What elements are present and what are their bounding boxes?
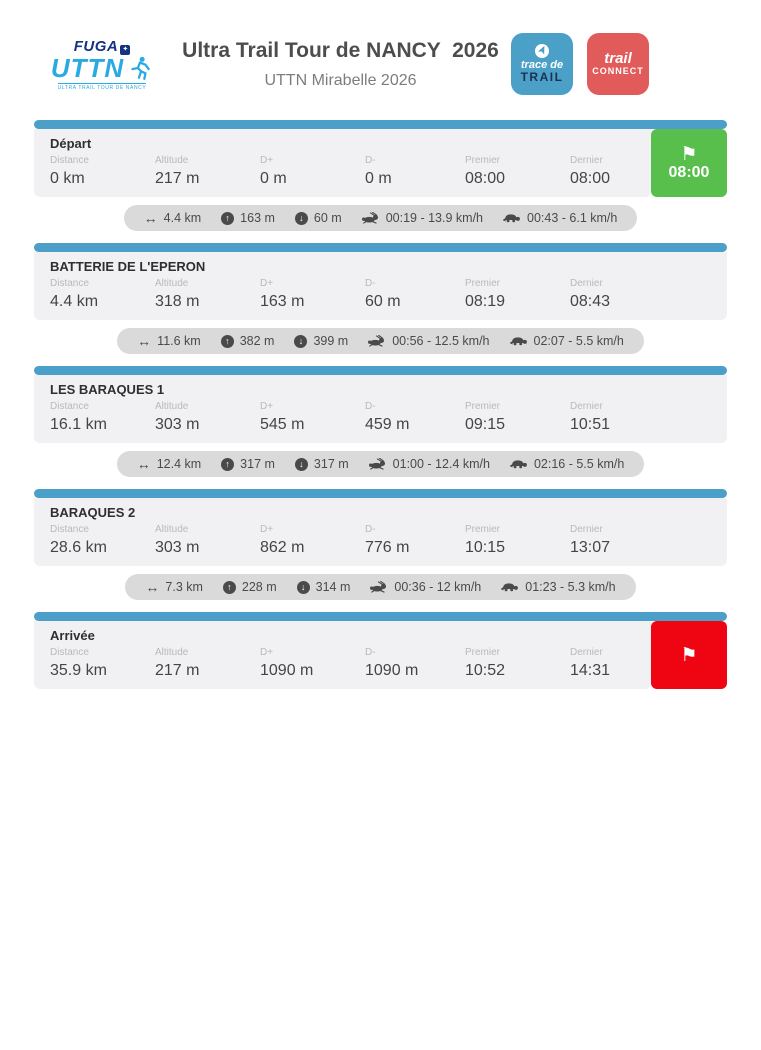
checkpoint-card-baraques2	[34, 489, 727, 566]
segment-distance: 12.4 km	[156, 457, 202, 471]
col-label-altitude: Altitude	[155, 278, 189, 289]
checkpoint-name: BARAQUES 2	[50, 505, 136, 520]
dminus-value: 60 m	[365, 293, 401, 310]
dplus-value: 0 m	[260, 170, 287, 187]
premier-value: 10:52	[465, 662, 506, 679]
card-top-bar	[34, 366, 727, 375]
col-label-altitude: Altitude	[155, 647, 189, 658]
premier-value: 10:15	[465, 539, 506, 556]
distance-value: 4.4 km	[50, 293, 99, 310]
uttn-logo-tagline: ULTRA TRAIL TOUR DE NANCY	[57, 84, 147, 91]
col-label-dplus: D+	[260, 155, 274, 166]
checkpoint-card-batterie	[34, 243, 727, 320]
dminus-value: 776 m	[365, 539, 410, 556]
distance-value: 35.9 km	[50, 662, 107, 679]
start-flag-badge	[651, 129, 727, 197]
segment-pill	[125, 574, 635, 600]
dplus-value: 1090 m	[260, 662, 314, 679]
dernier-value: 08:43	[570, 293, 611, 310]
col-label-dernier: Dernier	[570, 401, 603, 412]
segment-loss: 314 m	[315, 580, 351, 594]
dernier-value: 14:31	[570, 662, 611, 679]
checkpoint-name: BATTERIE DE L'EPERON	[50, 259, 206, 274]
start-flag-icon: ⚑	[680, 143, 698, 165]
premier-value: 08:00	[465, 170, 506, 187]
segment-slow-pace: 01:23 - 5.3 km/h	[525, 580, 616, 594]
segment-distance-icon: ↔	[143, 210, 158, 226]
altitude-value: 217 m	[155, 170, 200, 187]
card-top-bar	[34, 120, 727, 129]
fast-pace-rabbit-icon	[368, 335, 386, 347]
checkpoint-list	[34, 120, 727, 689]
roadbook-page	[0, 26, 761, 1050]
col-label-premier: Premier	[465, 401, 501, 412]
descent-icon: ↓	[294, 335, 307, 348]
col-label-altitude: Altitude	[155, 524, 189, 535]
segment-pill	[117, 328, 644, 354]
card-top-bar	[34, 243, 727, 252]
col-label-dminus: D-	[365, 278, 376, 289]
col-label-dminus: D-	[365, 401, 376, 412]
segment-distance-icon: ↔	[145, 579, 160, 595]
uttn-logo-text: UTTN	[50, 52, 125, 83]
col-label-dplus: D+	[260, 401, 274, 412]
segment-loss: 399 m	[313, 334, 349, 348]
descent-icon: ↓	[295, 458, 308, 471]
trace-de-trail-logo[interactable]: trace de TRAIL	[511, 33, 573, 95]
segment-loss: 317 m	[313, 457, 349, 471]
col-label-altitude: Altitude	[155, 155, 189, 166]
segment-distance: 4.4 km	[163, 211, 202, 225]
segment-fast-pace: 00:56 - 12.5 km/h	[392, 334, 490, 348]
segment-fast-pace: 00:19 - 13.9 km/h	[385, 211, 483, 225]
col-label-dplus: D+	[260, 524, 274, 535]
col-label-premier: Premier	[465, 155, 501, 166]
dplus-value: 163 m	[260, 293, 305, 310]
segment-pill	[124, 205, 638, 231]
col-label-dernier: Dernier	[570, 524, 603, 535]
dminus-value: 459 m	[365, 416, 410, 433]
distance-value: 0 km	[50, 170, 85, 187]
altitude-value: 303 m	[155, 416, 200, 433]
slow-pace-turtle-icon	[503, 212, 521, 224]
segment-gain: 317 m	[240, 457, 275, 471]
card-top-bar	[34, 612, 727, 621]
fast-pace-rabbit-icon	[362, 212, 380, 224]
finish-flag-icon: ⚑	[680, 644, 698, 666]
page-subtitle: UTTN Mirabelle 2026	[264, 71, 417, 89]
descent-icon: ↓	[297, 581, 310, 594]
segment-distance: 7.3 km	[165, 580, 203, 594]
dminus-value: 0 m	[365, 170, 392, 187]
dernier-value: 10:51	[570, 416, 611, 433]
slow-pace-turtle-icon	[501, 581, 519, 593]
col-label-distance: Distance	[50, 155, 89, 166]
dernier-value: 13:07	[570, 539, 611, 556]
col-label-distance: Distance	[50, 647, 89, 658]
col-label-dernier: Dernier	[570, 155, 603, 166]
segment-fast-pace: 00:36 - 12 km/h	[394, 580, 482, 594]
checkpoint-name: Arrivée	[50, 628, 95, 643]
segment-gain: 163 m	[240, 211, 275, 225]
distance-value: 28.6 km	[50, 539, 107, 556]
col-label-dminus: D-	[365, 524, 376, 535]
segment-pill	[117, 451, 645, 477]
col-label-dernier: Dernier	[570, 647, 603, 658]
fast-pace-rabbit-icon	[369, 458, 387, 470]
runner-icon	[127, 55, 153, 81]
slow-pace-turtle-icon	[510, 458, 528, 470]
premier-value: 08:19	[465, 293, 506, 310]
trail-connect-logo[interactable]: trail CONNECT	[587, 33, 649, 95]
header	[34, 26, 727, 102]
dplus-value: 545 m	[260, 416, 305, 433]
uttn-logo	[34, 38, 170, 91]
finish-flag-badge	[651, 621, 727, 689]
trace-plane-icon	[535, 44, 549, 58]
col-label-distance: Distance	[50, 278, 89, 289]
col-label-distance: Distance	[50, 401, 89, 412]
segment-slow-pace: 02:07 - 5.5 km/h	[533, 334, 624, 348]
dernier-value: 08:00	[570, 170, 611, 187]
col-label-premier: Premier	[465, 647, 501, 658]
premier-value: 09:15	[465, 416, 506, 433]
checkpoint-name: Départ	[50, 136, 92, 151]
ascent-icon: ↑	[223, 581, 236, 594]
col-label-premier: Premier	[465, 524, 501, 535]
segment-distance-icon: ↔	[137, 333, 152, 349]
start-time: 08:00	[668, 163, 710, 181]
partner-logos	[511, 33, 669, 95]
card-top-bar	[34, 489, 727, 498]
col-label-dminus: D-	[365, 155, 376, 166]
segment-slow-pace: 02:16 - 5.5 km/h	[533, 457, 625, 471]
fast-pace-rabbit-icon	[370, 581, 388, 593]
ascent-icon: ↑	[221, 212, 234, 225]
segment-gain: 382 m	[239, 334, 275, 348]
dplus-value: 862 m	[260, 539, 305, 556]
ascent-icon: ↑	[221, 335, 234, 348]
fuga-badge-icon: ✦	[120, 45, 130, 55]
segment-distance-icon: ↔	[136, 456, 151, 472]
title-block	[170, 39, 511, 90]
checkpoint-card-arrivee	[34, 612, 727, 689]
checkpoint-card-baraques1	[34, 366, 727, 443]
col-label-dernier: Dernier	[570, 278, 603, 289]
col-label-dplus: D+	[260, 647, 274, 658]
altitude-value: 217 m	[155, 662, 200, 679]
col-label-distance: Distance	[50, 524, 89, 535]
ascent-icon: ↑	[221, 458, 234, 471]
checkpoint-name: LES BARAQUES 1	[50, 382, 165, 397]
segment-distance: 11.6 km	[157, 334, 201, 348]
descent-icon: ↓	[295, 212, 308, 225]
segment-gain: 228 m	[241, 580, 277, 594]
altitude-value: 303 m	[155, 539, 200, 556]
col-label-dminus: D-	[365, 647, 376, 658]
page-title: Ultra Trail Tour de NANCY 2026	[182, 38, 499, 62]
segment-fast-pace: 01:00 - 12.4 km/h	[392, 457, 490, 471]
col-label-premier: Premier	[465, 278, 501, 289]
segment-slow-pace: 00:43 - 6.1 km/h	[527, 211, 618, 225]
col-label-dplus: D+	[260, 278, 274, 289]
slow-pace-turtle-icon	[510, 335, 528, 347]
dminus-value: 1090 m	[365, 662, 419, 679]
checkpoint-card-depart	[34, 120, 727, 197]
col-label-altitude: Altitude	[155, 401, 189, 412]
fuga-logo-text: FUGA	[73, 37, 119, 55]
distance-value: 16.1 km	[50, 416, 107, 433]
segment-loss: 60 m	[313, 211, 342, 225]
altitude-value: 318 m	[155, 293, 200, 310]
